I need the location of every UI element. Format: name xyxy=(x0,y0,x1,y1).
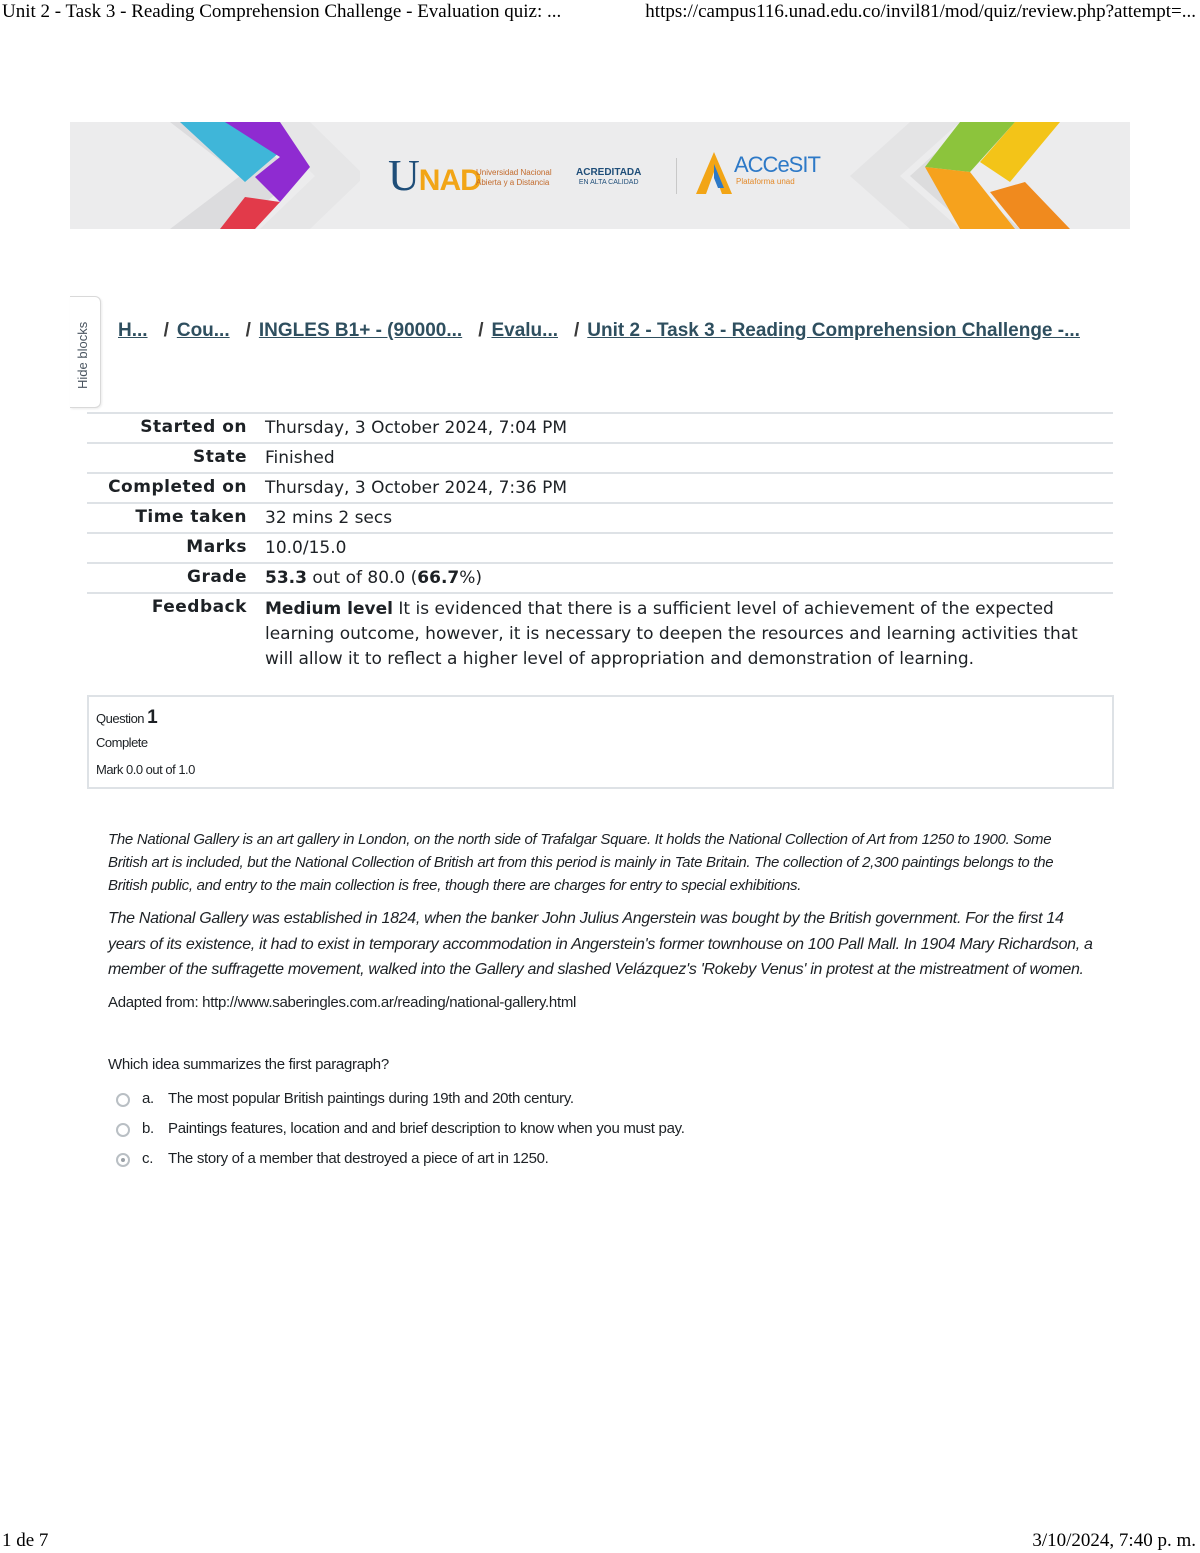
question-number xyxy=(96,707,157,729)
print-page-number: 1 de 7 xyxy=(2,1530,49,1551)
answer-letter: b. xyxy=(142,1119,154,1137)
breadcrumb-home[interactable]: H... xyxy=(118,320,148,341)
grade-label: Grade xyxy=(186,567,247,587)
print-header xyxy=(0,0,1200,26)
time-taken-label: Time taken xyxy=(135,507,247,527)
marks-label: Marks xyxy=(186,537,247,557)
answer-letter: a. xyxy=(142,1089,154,1107)
hide-blocks-toggle[interactable] xyxy=(70,296,101,408)
grade-percent-end: %) xyxy=(459,568,483,588)
started-on-value: Thursday, 3 October 2024, 7:04 PM xyxy=(265,418,568,438)
summary-row-feedback xyxy=(87,593,1113,675)
completed-on-label: Completed on xyxy=(108,477,247,497)
answer-option-b[interactable] xyxy=(108,1120,1093,1150)
answer-option-c[interactable] xyxy=(108,1150,1093,1180)
radio-button-a[interactable] xyxy=(116,1093,130,1107)
summary-row-started-on xyxy=(87,413,1113,443)
accesit-logo-mark-icon xyxy=(694,150,734,196)
summary-row-marks xyxy=(87,533,1113,563)
breadcrumb-courses[interactable]: Cou... xyxy=(176,320,230,341)
breadcrumb-section[interactable]: Evalu... xyxy=(491,320,558,341)
summary-row-state xyxy=(87,443,1113,473)
unad-logo-subtitle: Universidad Nacional Abierta y a Distancia xyxy=(476,168,552,187)
banner-left-chevron-decoration xyxy=(160,122,360,229)
radio-button-b[interactable] xyxy=(116,1123,130,1137)
attempt-summary-table xyxy=(87,412,1113,675)
banner-right-chevron-decoration xyxy=(850,122,1130,229)
grade-percent: 66.7 xyxy=(417,568,460,588)
accesit-logo: ACCeSIT xyxy=(734,152,820,177)
reading-paragraph-1: The National Gallery is an art gallery in London, on the north side of Trafalgar Square. It holds the National Collection of Art from 1250 to 1900. Some British art is included, but the National Collection of British art from this period is mainly in Tate Britain. The collection of 2,300 paintings belongs to the British public, and entry to the main collection is free, though there are charges for entry to special exhibitions. xyxy=(108,831,1054,894)
breadcrumb-course[interactable]: INGLES B1+ - (90000... xyxy=(258,320,463,341)
print-footer xyxy=(0,1530,1200,1552)
question-number-label: Question xyxy=(96,711,148,726)
print-doc-title: Unit 2 - Task 3 - Reading Comprehension Challenge - Evaluation quiz: ... xyxy=(2,1,562,22)
answer-options xyxy=(108,1090,1093,1180)
question-content xyxy=(108,828,1093,1180)
started-on-label: Started on xyxy=(140,417,247,437)
feedback-text: It is evidenced that there is a sufficient level of achievement of the expected learning outcome, however, it is necessary to deepen the resources and learning activities that will allow it to reflect a higher level of appropriation and demonstration of learning. xyxy=(265,599,1078,669)
grade-value xyxy=(263,563,1113,593)
breadcrumb-separator: / xyxy=(163,320,169,341)
grade-out-of: out of 80.0 ( xyxy=(306,568,418,588)
question-info-box xyxy=(87,695,1114,789)
reading-paragraph-2: The National Gallery was established in 1824, when the banker John Julius Angerstein was bought by the British government. For the first 14 years of its existence, it had to exist in temporary accommodation in Angerstein's former townhouse on 100 Pall Mall. In 1904 Mary Richardson, a member of the suffragette movement, walked into the Gallery and slashed Velázquez's 'Rokeby Venus' in protest at the mistreatment of women. xyxy=(108,910,1093,978)
grade-score: 53.3 xyxy=(265,568,307,588)
answer-letter: c. xyxy=(142,1149,154,1167)
feedback-label: Feedback xyxy=(151,597,247,617)
print-doc-url: https://campus116.unad.edu.co/invil81/mod/quiz/review.php?attempt=... xyxy=(645,1,1196,22)
site-banner xyxy=(70,122,1130,229)
breadcrumb-separator: / xyxy=(245,320,251,341)
summary-row-time-taken xyxy=(87,503,1113,533)
feedback-value xyxy=(263,593,1113,675)
radio-button-c-selected[interactable] xyxy=(116,1153,130,1167)
summary-row-completed-on xyxy=(87,473,1113,503)
accreditation-badge: ACREDITADA EN ALTA CALIDAD xyxy=(576,167,642,186)
breadcrumb-separator: / xyxy=(574,320,580,341)
breadcrumb-separator: / xyxy=(478,320,484,341)
feedback-level: Medium level xyxy=(265,599,393,619)
time-taken-value: 32 mins 2 secs xyxy=(265,508,393,528)
answer-text: The story of a member that destroyed a piece of art in 1250. xyxy=(168,1149,549,1167)
question-number-value: 1 xyxy=(147,707,158,728)
state-label: State xyxy=(193,447,247,467)
print-date: 3/10/2024, 7:40 p. m. xyxy=(1032,1530,1196,1551)
hide-blocks-label: Hide blocks xyxy=(75,321,90,389)
breadcrumb-quiz[interactable]: Unit 2 - Task 3 - Reading Comprehension Challenge -... xyxy=(587,320,1080,341)
unad-logo: UNAD xyxy=(388,151,481,200)
marks-value: 10.0/15.0 xyxy=(265,538,347,558)
answer-text: Paintings features, location and and brief description to know when you must pay. xyxy=(168,1119,685,1137)
banner-logos xyxy=(388,146,828,206)
accesit-logo-subtitle: Plataforma unad xyxy=(736,177,795,186)
summary-row-grade xyxy=(87,563,1113,593)
question-prompt: Which idea summarizes the first paragraph? xyxy=(108,1055,389,1073)
source-attribution: Adapted from: http://www.saberingles.com.ar/reading/national-gallery.html xyxy=(108,993,577,1011)
question-grade: Mark 0.0 out of 1.0 xyxy=(96,762,195,777)
question-state: Complete xyxy=(96,735,148,750)
answer-text: The most popular British paintings during 19th and 20th century. xyxy=(168,1089,574,1107)
breadcrumb xyxy=(118,320,1108,346)
completed-on-value: Thursday, 3 October 2024, 7:36 PM xyxy=(265,478,568,498)
answer-option-a[interactable] xyxy=(108,1090,1093,1120)
state-value: Finished xyxy=(265,448,335,468)
logo-separator xyxy=(676,158,677,194)
